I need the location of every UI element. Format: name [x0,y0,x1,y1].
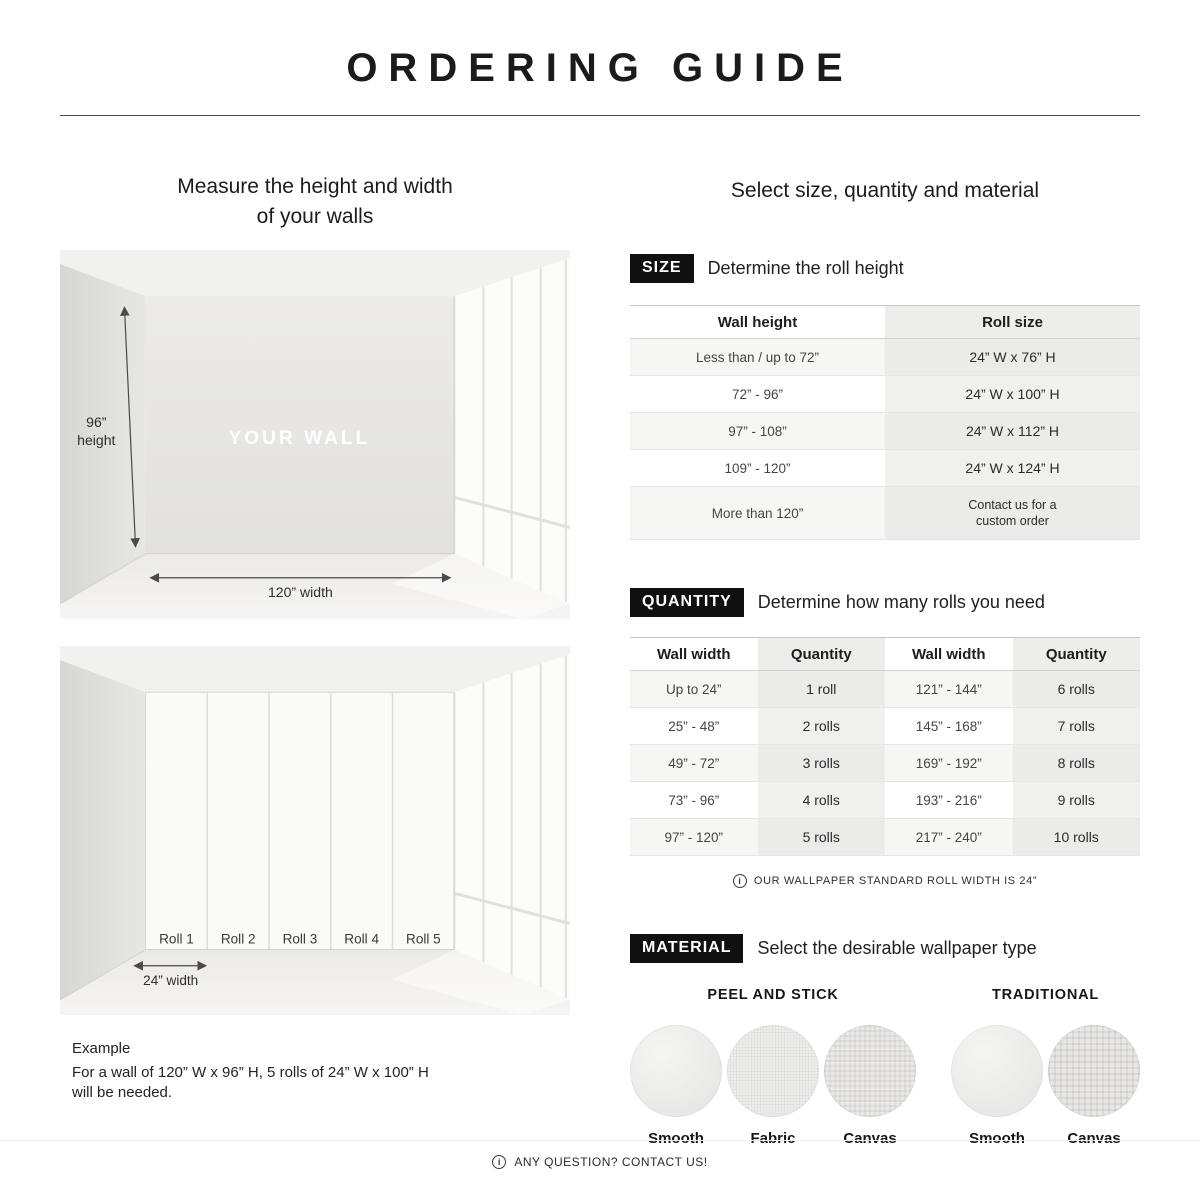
measure-heading-line1: Measure the height and width [177,175,453,198]
quantity-row [630,671,1140,708]
size-roll-cell: 24” W x 124” H [885,450,1140,487]
example-line2: will be needed. [72,1084,173,1101]
qty-value-cell: 2 rolls [758,708,886,745]
size-section-header [630,254,1140,283]
qty-col-wall-width-1: Wall width [630,638,758,671]
measure-heading-line2: of your walls [256,205,374,228]
footer-contact-text: ANY QUESTION? CONTACT US! [514,1155,708,1169]
qty-wall-cell: 73” - 96” [630,782,758,819]
measure-heading [60,172,570,232]
size-roll-cell [885,487,1140,540]
qty-col-wall-width-2: Wall width [885,638,1013,671]
qty-wall-cell: 121” - 144” [885,671,1013,708]
traditional-group [951,987,1140,1147]
swatch-label-canvas: Canvas [1067,1130,1121,1147]
size-wall-cell: 109” - 120” [630,450,885,487]
quantity-row [630,782,1140,819]
footer [0,1140,1200,1169]
swatch-label-smooth: Smooth [969,1130,1025,1147]
width-label: 120” width [267,583,333,600]
size-row [630,376,1140,413]
size-table [630,305,1140,540]
roll-width-note [630,874,1140,888]
peel-and-stick-title: PEEL AND STICK [707,987,839,1003]
swatch-traditional-canvas [1048,1025,1140,1147]
material-groups [630,987,1140,1147]
swatch-label-smooth: Smooth [648,1130,704,1147]
qty-wall-cell: 193” - 216” [885,782,1013,819]
height-value-label: 96” [86,413,107,430]
size-wall-cell: 72” - 96” [630,376,885,413]
material-subtitle: Select the desirable wallpaper type [757,938,1037,958]
quantity-row [630,819,1140,856]
room-illustration-rolls [60,646,570,1015]
size-roll-cell: 24” W x 100” H [885,376,1140,413]
select-section [630,116,1140,1147]
quantity-table [630,637,1140,856]
roll-3-label: Roll 3 [282,931,318,947]
qty-value-cell: 5 rolls [758,819,886,856]
swatch-traditional-smooth [951,1025,1043,1147]
height-word-label: height [77,432,116,449]
room-back-wall [146,296,455,553]
size-col-wall-height: Wall height [630,306,885,339]
room-left-wall [60,660,145,1000]
swatch-label-canvas: Canvas [843,1130,897,1147]
info-icon: i [733,874,747,888]
size-roll-cell: 24” W x 76” H [885,339,1140,376]
size-roll-cell: 24” W x 112” H [885,413,1140,450]
your-wall-label: YOUR WALL [228,428,371,450]
qty-wall-cell: 169” - 192” [885,745,1013,782]
qty-wall-cell: 25” - 48” [630,708,758,745]
qty-value-cell: 4 rolls [758,782,886,819]
canvas-texture-swatch [1048,1025,1140,1117]
material-section-header [630,934,1140,963]
qty-value-cell: 10 rolls [1013,819,1141,856]
custom-order-note: Contact us for a custom order [968,498,1057,528]
size-row [630,487,1140,540]
size-table-header-row [630,306,1140,339]
example-block [60,1039,570,1103]
size-badge: SIZE [630,254,694,283]
swatch-peel-smooth [630,1025,722,1147]
quantity-subtitle: Determine how many rolls you need [757,592,1045,612]
qty-value-cell: 8 rolls [1013,745,1141,782]
roll-2-label: Roll 2 [220,931,256,947]
size-wall-cell: 97” - 108” [630,413,885,450]
measure-section [60,116,570,1147]
roll-panels [146,692,455,949]
qty-wall-cell: 49” - 72” [630,745,758,782]
room-illustration-your-wall [60,250,570,619]
example-title: Example [72,1040,131,1057]
qty-value-cell: 1 roll [758,671,886,708]
smooth-texture-swatch [951,1025,1043,1117]
size-subtitle: Determine the roll height [707,258,904,278]
size-row [630,413,1140,450]
quantity-section-header [630,588,1140,617]
peel-and-stick-group [630,987,916,1147]
swatch-label-fabric: Fabric [750,1130,796,1147]
size-row [630,450,1140,487]
quantity-badge: QUANTITY [630,588,744,617]
swatch-peel-canvas [824,1025,916,1147]
qty-wall-cell: 145” - 168” [885,708,1013,745]
traditional-title: TRADITIONAL [991,987,1100,1003]
qty-value-cell: 7 rolls [1013,708,1141,745]
qty-wall-cell: 217” - 240” [885,819,1013,856]
qty-value-cell: 9 rolls [1013,782,1141,819]
quantity-row [630,708,1140,745]
example-line1: For a wall of 120” W x 96” H, 5 rolls of 24” W x 100” H [72,1064,429,1081]
info-icon: i [492,1155,506,1169]
canvas-texture-swatch [824,1025,916,1117]
qty-wall-cell: 97” - 120” [630,819,758,856]
size-wall-cell: Less than / up to 72” [630,339,885,376]
size-row [630,339,1140,376]
smooth-texture-swatch [630,1025,722,1117]
quantity-table-header-row [630,638,1140,671]
qty-value-cell: 3 rolls [758,745,886,782]
quantity-row [630,745,1140,782]
swatch-peel-fabric [727,1025,819,1147]
select-heading: Select size, quantity and material [730,179,1040,202]
roll-5-label: Roll 5 [406,931,441,947]
size-col-roll-size: Roll size [885,306,1140,339]
qty-col-quantity-1: Quantity [758,638,886,671]
material-badge: MATERIAL [630,934,743,963]
roll-width-label: 24” width [143,972,199,988]
qty-wall-cell: Up to 24” [630,671,758,708]
content-columns [0,116,1200,1147]
qty-col-quantity-2: Quantity [1013,638,1141,671]
fabric-texture-swatch [727,1025,819,1117]
page-title: ORDERING GUIDE [346,46,854,90]
roll-4-label: Roll 4 [344,931,379,947]
size-wall-cell: More than 120” [630,487,885,540]
qty-value-cell: 6 rolls [1013,671,1141,708]
roll-width-note-text: OUR WALLPAPER STANDARD ROLL WIDTH IS 24” [753,875,1038,887]
roll-1-label: Roll 1 [159,931,194,947]
